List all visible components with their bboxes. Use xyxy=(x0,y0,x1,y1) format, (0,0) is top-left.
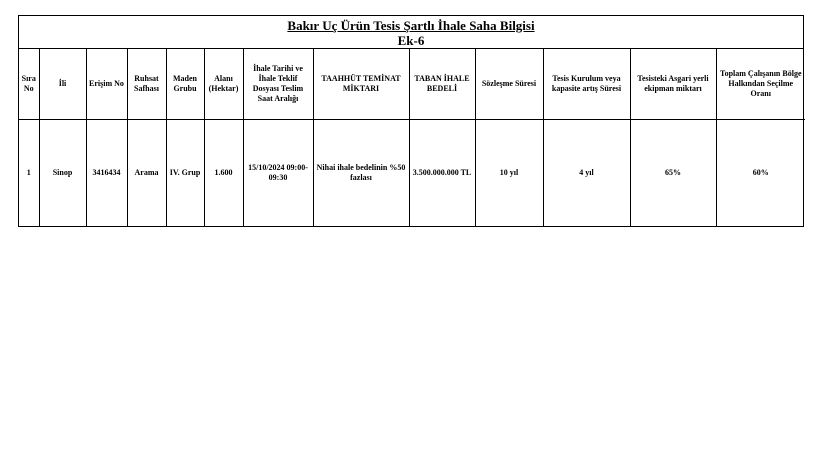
cell-ihale-tarihi: 15/10/2024 09:00-09:30 xyxy=(243,119,313,226)
cell-alani: 1.600 xyxy=(204,119,243,226)
cell-ruhsat-safhasi: Arama xyxy=(127,119,166,226)
header-ili: İli xyxy=(39,49,86,119)
cell-sira-no: 1 xyxy=(19,119,39,226)
cell-ili: Sinop xyxy=(39,119,86,226)
header-maden-grubu: Maden Grubu xyxy=(166,49,204,119)
header-bolge-halki-orani: Toplam Çalışanın Bölge Halkından Seçilme Oranı xyxy=(716,49,805,119)
header-row xyxy=(19,49,805,119)
cell-yerli-ekipman: 65% xyxy=(630,119,716,226)
header-sira-no: Sıra No xyxy=(19,49,39,119)
cell-erisim-no: 3416434 xyxy=(86,119,127,226)
header-taahhut-teminat: TAAHHÜT TEMİNAT MİKTARI xyxy=(313,49,409,119)
header-sozlesme-suresi: Sözleşme Süresi xyxy=(475,49,543,119)
cell-sozlesme-suresi: 10 yıl xyxy=(475,119,543,226)
cell-taban-ihale-bedeli: 3.500.000.000 TL xyxy=(409,119,475,226)
header-erisim-no: Erişim No xyxy=(86,49,127,119)
table-row xyxy=(19,119,805,226)
tender-table xyxy=(19,49,805,226)
document-title: Bakır Uç Ürün Tesis Şartlı İhale Saha Bilgisi xyxy=(287,18,535,33)
document-subtitle: Ek-6 xyxy=(397,33,425,48)
header-alani: Alanı (Hektar) xyxy=(204,49,243,119)
title-block xyxy=(19,16,803,49)
cell-taahhut-teminat: Nihai ihale bedelinin %50 fazlası xyxy=(313,119,409,226)
header-tesis-kurulum-suresi: Tesis Kurulum veya kapasite artış Süresi xyxy=(543,49,630,119)
header-ruhsat-safhasi: Ruhsat Safhası xyxy=(127,49,166,119)
cell-maden-grubu: IV. Grup xyxy=(166,119,204,226)
header-ihale-tarihi: İhale Tarihi ve İhale Teklif Dosyası Teslim Saat Aralığı xyxy=(243,49,313,119)
header-yerli-ekipman: Tesisteki Asgari yerli ekipman miktarı xyxy=(630,49,716,119)
cell-tesis-kurulum-suresi: 4 yıl xyxy=(543,119,630,226)
header-taban-ihale-bedeli: TABAN İHALE BEDELİ xyxy=(409,49,475,119)
cell-bolge-halki-orani: 60% xyxy=(716,119,805,226)
tender-info-sheet xyxy=(18,15,804,227)
